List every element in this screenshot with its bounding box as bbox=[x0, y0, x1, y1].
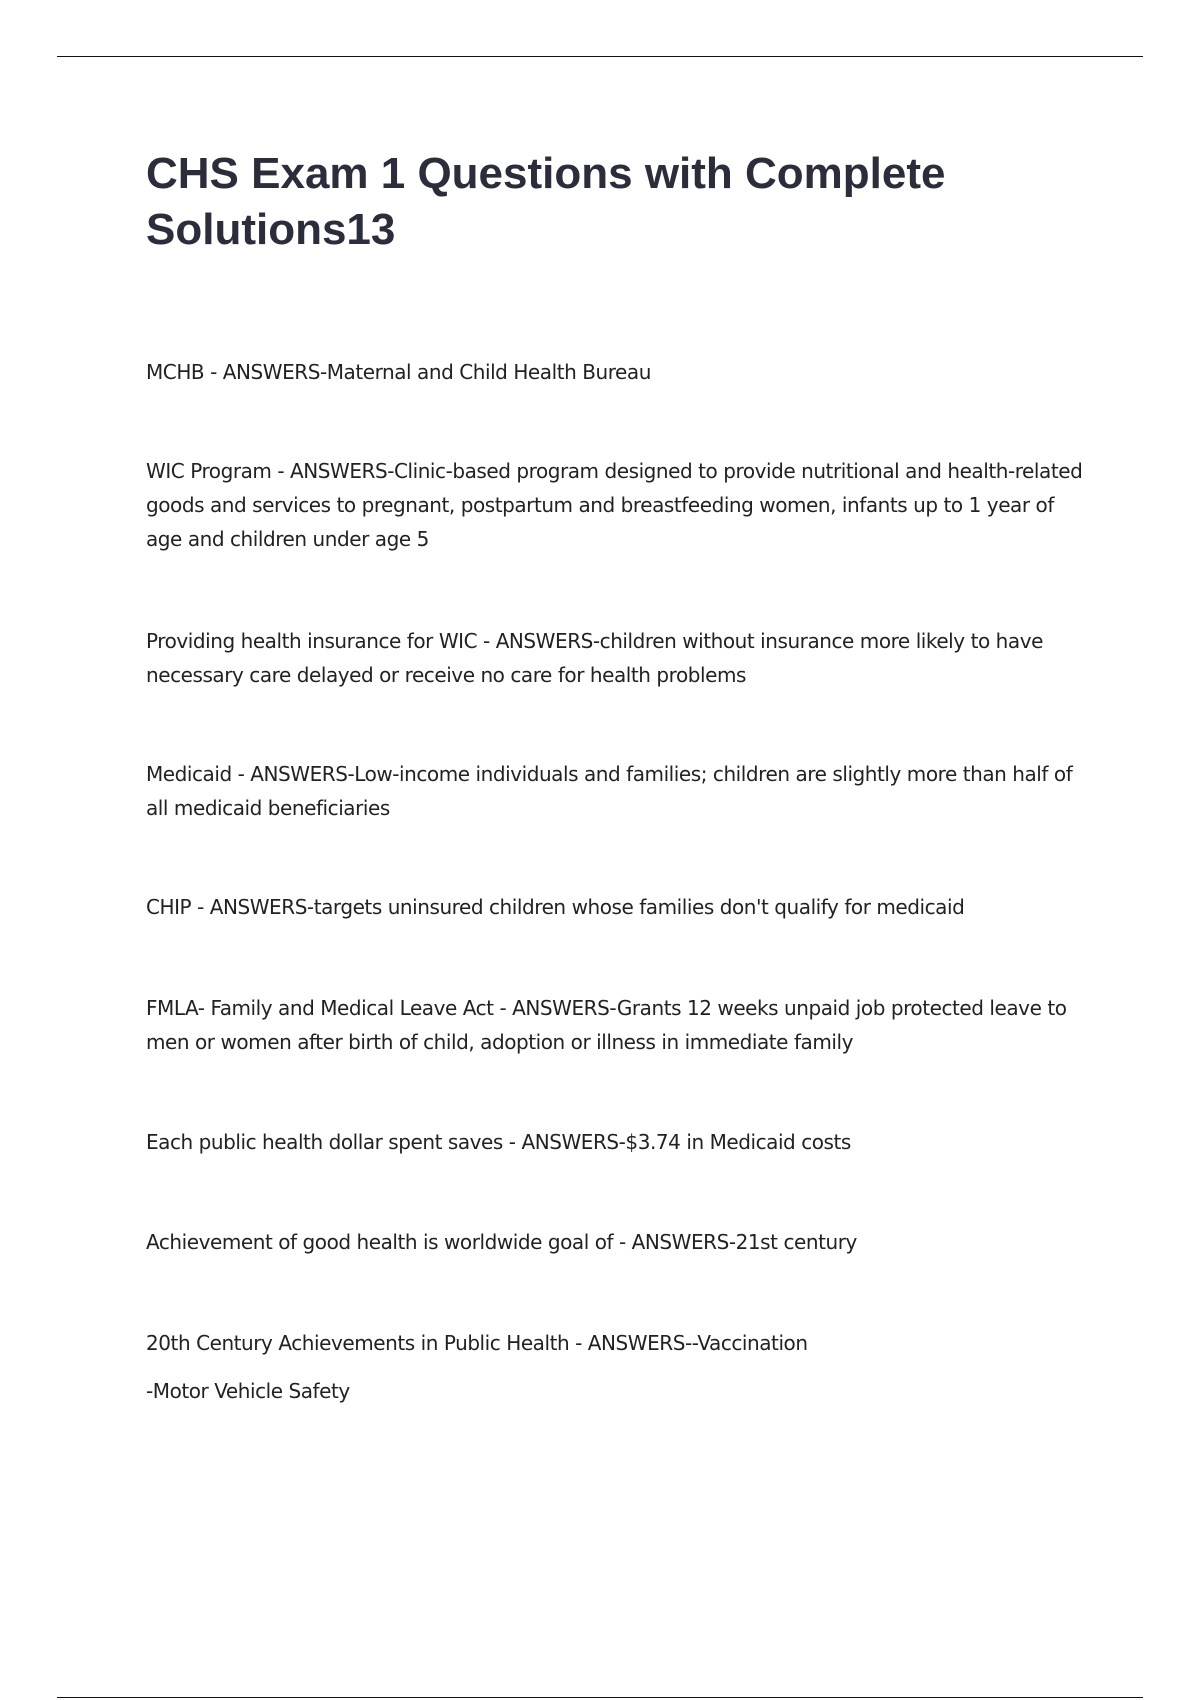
qa-entry-chip: CHIP - ANSWERS-targets uninsured children whose families don't qualify for medicaid bbox=[146, 895, 965, 919]
qa-entry-health-insurance-wic: Providing health insurance for WIC - ANSWERS-children without insurance more likely to have necessary care delayed or receive no care for health problems bbox=[146, 629, 1043, 687]
qa-entry-good-health-goal: Achievement of good health is worldwide goal of - ANSWERS-21st century bbox=[146, 1230, 857, 1254]
qa-entry-20th-century-first-line: 20th Century Achievements in Public Health - ANSWERS--Vaccination bbox=[146, 1331, 808, 1355]
qa-entry-public-health-dollar: Each public health dollar spent saves - ANSWERS-$3.74 in Medicaid costs bbox=[146, 1130, 851, 1154]
qa-entry-medicaid: Medicaid - ANSWERS-Low-income individuals and families; children are slightly more than half of all medicaid beneficiaries bbox=[146, 762, 1073, 820]
qa-entry-wic-program: WIC Program - ANSWERS-Clinic-based program designed to provide nutritional and health-related goods and services to pregnant, postpartum and breastfeeding women, infants up to 1 year of age and children under age 5 bbox=[146, 459, 1083, 551]
qa-entry-fmla: FMLA- Family and Medical Leave Act - ANSWERS-Grants 12 weeks unpaid job protected leave to men or women after birth of child, adoption or illness in immediate family bbox=[146, 996, 1067, 1054]
qa-entry-20th-century-achievements bbox=[146, 1326, 1091, 1408]
header-rule bbox=[57, 56, 1143, 57]
document-title: CHS Exam 1 Questions with Complete Solutions13 bbox=[146, 149, 946, 254]
qa-entry-mchb: MCHB - ANSWERS-Maternal and Child Health Bureau bbox=[146, 360, 651, 384]
qa-entry-20th-century-continuation: -Motor Vehicle Safety bbox=[146, 1379, 350, 1403]
footer-rule bbox=[57, 1697, 1143, 1698]
